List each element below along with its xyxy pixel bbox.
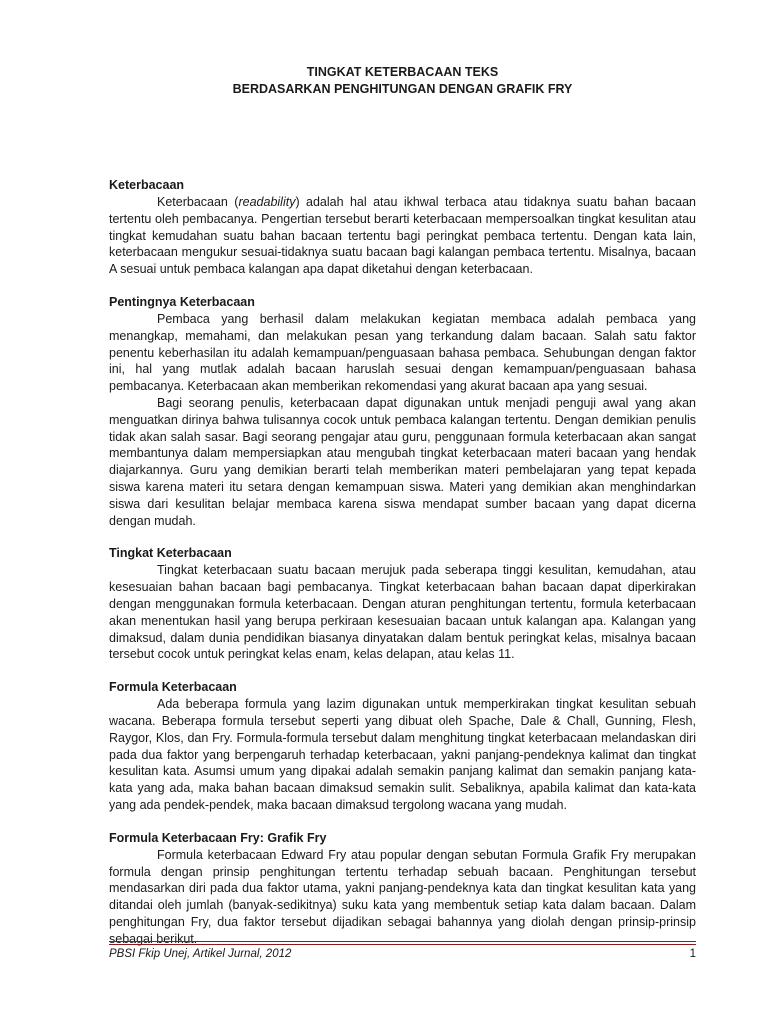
paragraph: Formula keterbacaan Edward Fry atau popular dengan sebutan Formula Grafik Fry merupakan formula dengan prinsip penghitungan tertentu terhadap sebuah bacaan. Penghitungan tersebut mendasarkan diri pada dua faktor utama, yakni panjang-pendeknya kata dan tingkat kesulitan kata yang ditandai oleh jumlah (banyak-sedikitnya) suku kata yang membentuk setiap kata dalam bacaan. Dalam penghitungan Fry, dua faktor tersebut dijadikan sebagai bahannya yang diolah dengan prinsip-prinsip sebagai berikut.: [109, 847, 696, 946]
section-tingkat-keterbacaan: [109, 545, 696, 663]
footer-rule-bottom: [109, 944, 696, 945]
section-formula-fry: [109, 830, 696, 948]
section-heading: Tingkat Keterbacaan: [109, 546, 232, 561]
section-formula-keterbacaan: [109, 679, 696, 814]
section-keterbacaan: [109, 177, 696, 278]
footer-source: PBSI Fkip Unej, Artikel Jurnal, 2012: [109, 948, 292, 960]
italic-term: readability: [238, 195, 296, 209]
title-line-1: TINGKAT KETERBACAAN TEKS: [306, 65, 499, 79]
paragraph: Tingkat keterbacaan suatu bacaan merujuk pada seberapa tinggi kesulitan, kemudahan, atau kesesuaian bahan bacaan bagi pembacanya. Tingkat keterbacaan bahan bacaan dapat diperkirakan dengan menggunakan formula keterbacaan. Dengan aturan penghitungan tertentu, formula keterbacaan akan menentukan hasil yang berupa perkiraan kesesuaian bacaan untuk kalangan apa. Kalangan yang dimaksud, dalam dunia pendidikan biasanya dinyatakan dalam bentuk peringkat kelas, misalnya bacaan tersebut cocok untuk peringkat kelas enam, kelas delapan, atau kelas 11.: [109, 563, 696, 662]
section-pentingnya-keterbacaan: [109, 294, 696, 529]
section-heading: Formula Keterbacaan: [109, 680, 237, 695]
title-line-2: BERDASARKAN PENGHITUNGAN DENGAN GRAFIK FRY: [232, 82, 573, 96]
section-heading: Keterbacaan: [109, 178, 185, 192]
document-page: [109, 64, 696, 963]
paragraph: Keterbacaan (readability) adalah hal atau ikhwal terbaca atau tidaknya suatu bahan bacaan tertentu oleh pembacanya. Pengertian tersebut berarti keterbacaan mempersoalkan tingkat kesulitan atau tingkat kemudahan suatu bahan bacaan tertentu bagi peringkat pembaca tertentu. Dengan kata lain, keterbacaan mengukur sesuai-tidaknya suatu bacaan bagi kalangan pembaca tertentu. Misalnya, bacaan A sesuai untuk pembaca kalangan apa dapat diketahui dengan keterbacaan.: [109, 195, 696, 277]
page-number: 1: [689, 948, 696, 960]
footer-rule-top: [109, 941, 696, 942]
section-heading: Pentingnya Keterbacaan: [109, 294, 255, 309]
paragraph: Pembaca yang berhasil dalam melakukan kegiatan membaca adalah pembaca yang menangkap, memahami, dan melakukan pesan yang terkandung dalam bacaan. Salah satu faktor penentu keberhasilan itu adalah kemampuan/penguasaan bahasa pembaca. Sehubungan dengan faktor ini, hal yang mutlak adalah bacaan haruslah sesuai dengan kemampuan/penguasaan bahasa pembacanya. Keterbacaan akan memberikan rekomendasi yang akurat bacaan apa yang sesuai.: [109, 311, 696, 394]
section-heading: Formula Keterbacaan Fry: Grafik Fry: [109, 830, 327, 845]
paragraph: Bagi seorang penulis, keterbacaan dapat digunakan untuk menjadi penguji awal yang akan menguatkan dirinya bahwa tulisannya cocok untuk pembaca kalangan tertentu. Dengan demikian penulis tidak akan salah sasar. Bagi seorang pengajar atau guru, penggunaan formula keterbacaan akan sangat membantunya dalam mempersiapkan atau mengubah tingkat keterbacaan materi bacaan yang hendak diajarkannya. Guru yang demikian berarti telah memberikan materi pembelajaran yang tepat kepada siswa karena materi itu setara dengan kemampuan siswa. Materi yang demikian akan menghindarkan siswa dari kesulitan belajar membaca karena siswa mendapat sumber bacaan yang dapat dicerna dengan mudah.: [109, 395, 696, 528]
paragraph: Ada beberapa formula yang lazim digunakan untuk memperkirakan tingkat kesulitan sebuah wacana. Beberapa formula tersebut seperti yang dibuat oleh Spache, Dale & Chall, Gunning, Flesh, Raygor, Klos, dan Fry. Formula-formula tersebut dalam menghitung tingkat keterbacaan melandaskan diri pada dua faktor yang berpengaruh terhadap keterbacaan, yakni panjang-pendeknya kalimat dan tingkat kesulitan kata. Asumsi umum yang dipakai adalah semakin panjang kalimat dan semakin panjang kata-kata yang ada, maka bahan bacaan dimaksud semakin sulit. Sebaliknya, apabila kalimat dan kata-kata yang ada pendek-pendek, maka bacaan dimaksud tergolong wacana yang mudah.: [109, 697, 696, 812]
document-title: [109, 64, 696, 98]
